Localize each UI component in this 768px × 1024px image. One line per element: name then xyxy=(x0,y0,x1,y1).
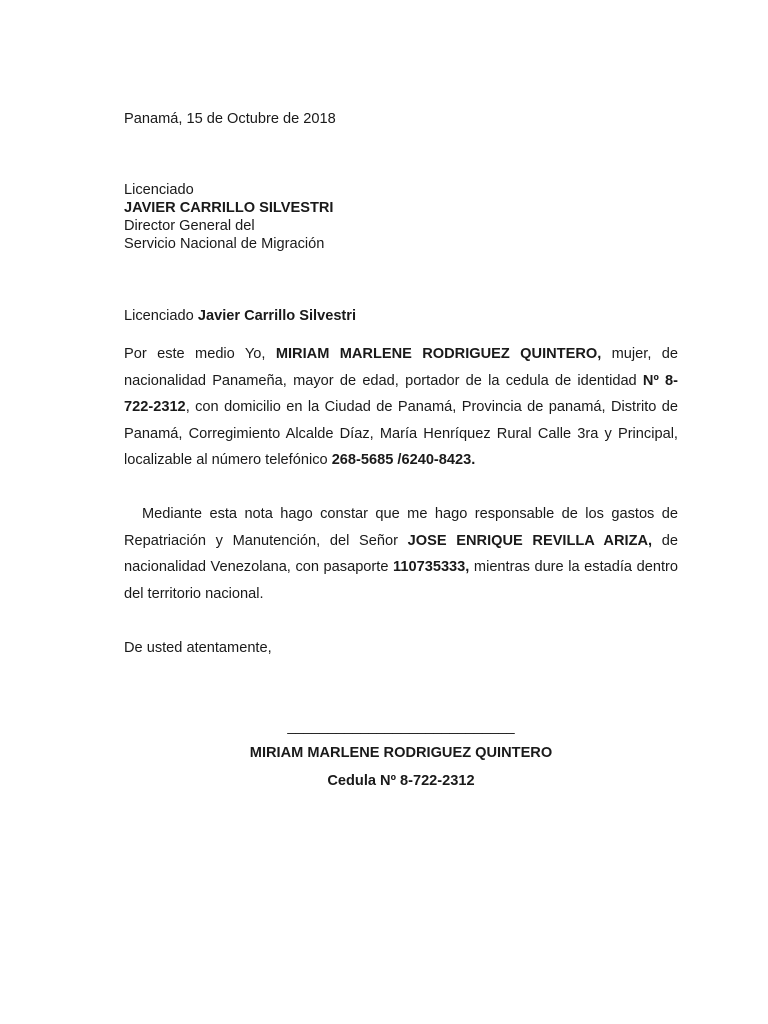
p1-id-number: Nº 8-722-2312 xyxy=(124,372,679,415)
p1-applicant-name: MIRIAM MARLENE RODRIGUEZ QUINTERO, xyxy=(275,346,602,362)
closing-phrase: De usted atentamente, xyxy=(124,640,272,656)
p2-text-3: mientras dure la estadía dentro del territorio nacional. xyxy=(124,559,678,602)
p2-passport-number: 110735333, xyxy=(393,559,470,575)
body-paragraph-1 xyxy=(124,341,678,474)
recipient-institution: Servicio Nacional de Migración xyxy=(124,236,325,252)
p2-beneficiary-name: JOSE ENRIQUE REVILLA ARIZA, xyxy=(407,532,653,549)
salutation-name: Javier Carrillo Silvestri xyxy=(197,308,357,324)
signer-name: MIRIAM MARLENE RODRIGUEZ QUINTERO xyxy=(249,745,553,761)
body-paragraph-2 xyxy=(124,501,678,607)
recipient-block xyxy=(124,181,333,253)
p2-text-1: Mediante esta nota hago constar que me hago responsable de los gastos de Repatriación y Manutención, del Señor xyxy=(124,506,678,549)
salutation-prefix: Licenciado xyxy=(124,308,198,324)
salutation xyxy=(124,307,356,325)
p1-text-1: Por este medio Yo, xyxy=(124,346,276,362)
signature-line: ____________________________ xyxy=(287,719,515,735)
signature-block xyxy=(124,718,678,790)
signer-id: Cedula Nº 8-722-2312 xyxy=(327,773,475,789)
p2-text-2: de nacionalidad Venezolana, con pasaporte xyxy=(124,532,678,575)
letter-date: Panamá, 15 de Octubre de 2018 xyxy=(124,111,336,127)
recipient-position: Director General del xyxy=(124,218,255,234)
p1-phone-numbers: 268-5685 /6240-8423. xyxy=(331,452,476,468)
p1-text-2: mujer, de nacionalidad Panameña, mayor de edad, portador de la cedula de identidad xyxy=(124,346,678,389)
recipient-title: Licenciado xyxy=(124,182,194,198)
p1-text-3: , con domicilio en la Ciudad de Panamá, Provincia de panamá, Distrito de Panamá, Corregimiento Alcalde Díaz, María Henríquez Rural Calle 3ra y Principal, localizable al número telefónico xyxy=(124,399,678,468)
recipient-name: JAVIER CARRILLO SILVESTRI xyxy=(124,200,334,216)
